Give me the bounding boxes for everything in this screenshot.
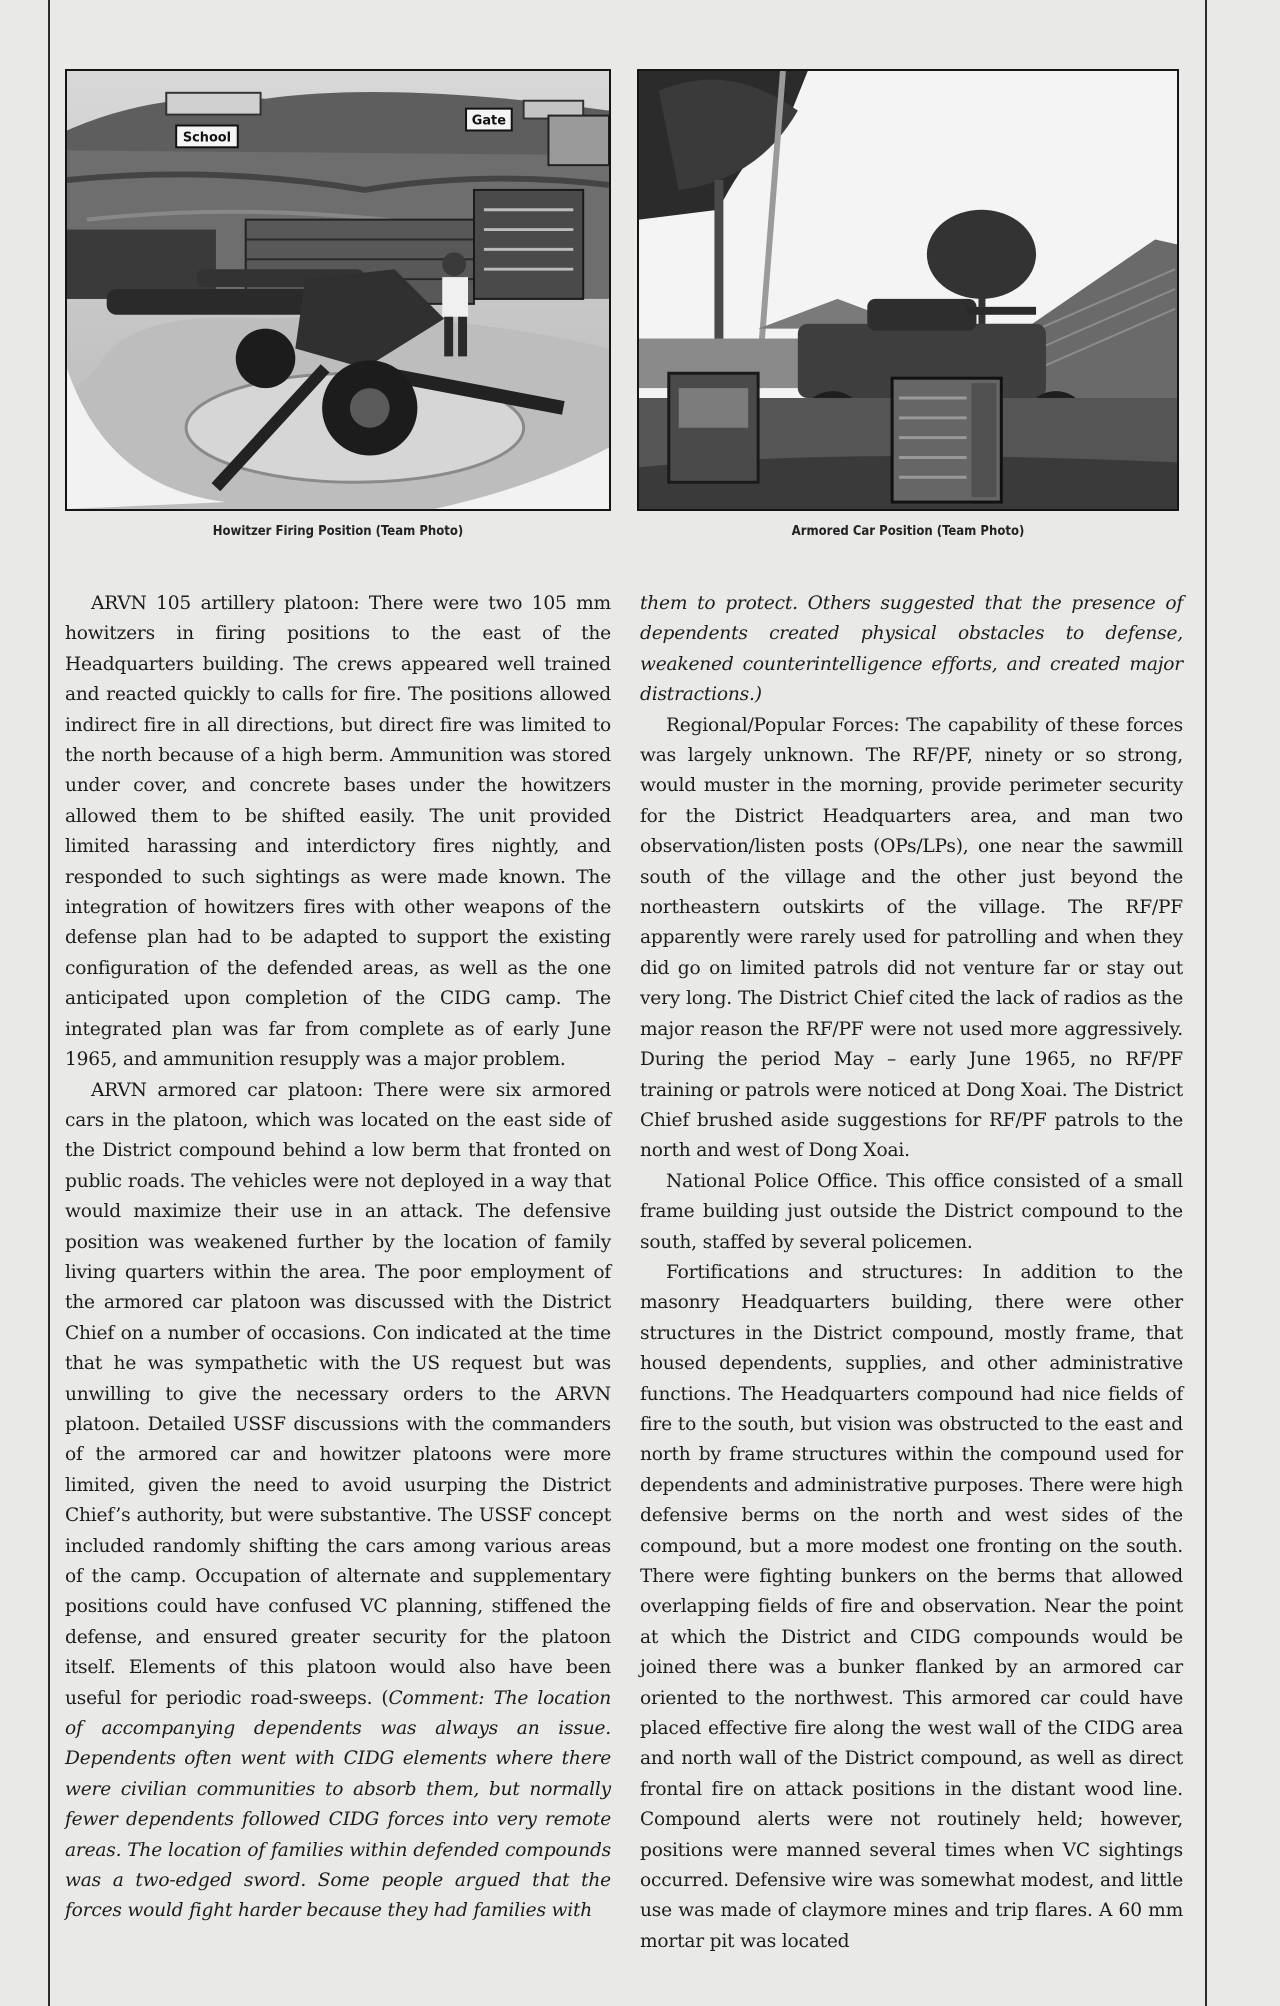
regional-popular-forces-paragraph: Regional/Popular Forces: The capability of these forces was largely unknown. The RF/PF, ninety or so strong, would muster in the morning, provide perimeter security for the District Headquarters area, and man two observation/listen posts (OPs/LPs), one near the sawmill south of the village and the other just beyond the northeastern outskirts of the village. The RF/PF apparently were rarely used for patrolling and when they did go on limited patrols did not venture far or stay out very long. The District Chief cited the lack of radios as the major reason the RF/PF were not used more aggressively. During the period May – early June 1965, no RF/PF training or patrols were noticed at Dong Xoai. The District Chief brushed aside suggestions for RF/PF patrols to the north and west of Dong Xoai. xyxy=(640,714,1183,1162)
school-sign-label: School xyxy=(182,130,232,146)
artillery-platoon-paragraph: ARVN 105 artillery platoon: There were two 105 mm howitzers in firing positions to the east of the Headquarters building. The crews appeared well trained and reacted quickly to calls for fire. The positions allowed indirect fire in all directions, but direct fire was limited to the north because of a high berm. Ammunition was stored under cover, and concrete bases under the howitzers allowed them to be shifted easily. The unit provided limited harassing and interdictory fires nightly, and responded to such sightings as were made known. The integration of howitzers fires with other weapons of the defense plan had to be adapted to support the existing configuration of the defended areas, as well as the one anticipated upon completion of the CIDG camp. The integrated plan was far from complete as of early June 1965, and ammunition resupply was a major problem. xyxy=(65,593,611,1071)
left-margin-rule xyxy=(48,0,50,2006)
fortifications-paragraph: Fortifications and structures: In addition to the masonry Headquarters building, there were other structures in the District compound, mostly frame, that housed dependents, supplies, and other administrative functions. The Headquarters compound had nice fields of fire to the south, but vision was obstructed to the east and north by frame structures within the compound used for dependents and administrative purposes. There were high defensive berms on the north and west sides of the compound, but a more modest one fronting on the south. There were fighting bunkers on the berms that allowed overlapping fields of fire and observation. Near the point at which the District and CIDG compounds would be joined there was a bunker flanked by an armored car oriented to the northwest. This armored car could have placed effective fire along the west wall of the CIDG area and north wall of the District compound, as well as direct frontal fire on attack positions in the distant wood line. Compound alerts were not routinely held; however, positions were manned several times when VC sightings occurred. Defensive wire was somewhat modest, and little use was made of claymore mines and trip flares. A 60 mm mortar pit was located xyxy=(640,1261,1183,1952)
armored-car-platoon-text: ARVN armored car platoon: There were six armored cars in the platoon, which was located on the east side of the District compound behind a low berm that fronted on public roads. The vehicles were not deployed in a way that would maximize their use in an attack. The defensive position was weakened further by the location of family living quarters within the area. The poor employment of the armored car platoon was discussed with the District Chief on a number of occasions. Con indicated at the time that he was sympathetic with the US request but was unwilling to give the necessary orders to the ARVN platoon. Detailed USSF discussions with the commanders of the armored car and howitzer platoons were more limited, given the need to avoid usurping the District Chief’s authority, but were substantive. The USSF concept included randomly shifting the cars among various areas of the camp. Occupation of alternate and supplementary positions could have confused VC planning, stiffened the defense, and ensured greater security for the platoon itself. Elements of this platoon would also have been useful for periodic road-sweeps. ( xyxy=(65,1079,611,1709)
right-margin-rule xyxy=(1205,0,1207,2006)
howitzer-photo xyxy=(65,69,611,511)
dependents-comment-continued xyxy=(640,589,1183,711)
right-text-column xyxy=(640,589,1183,1957)
gate-sign-label: Gate xyxy=(471,113,506,129)
left-text-column xyxy=(65,589,611,1927)
national-police-paragraph: National Police Office. This office consisted of a small frame building just outside the District compound to the south, staffed by several policemen. xyxy=(640,1170,1183,1253)
armored-car-photo-caption: Armored Car Position (Team Photo) xyxy=(791,524,1025,539)
dependents-comment-end: them to protect. Others suggested that the presence of dependents created physical obstacles to defense, weakened counterintelligence efforts, and created major distractions.) xyxy=(640,593,1183,706)
armored-car-platoon-paragraph xyxy=(65,1076,611,1927)
howitzer-photo-caption: Howitzer Firing Position (Team Photo) xyxy=(212,524,464,539)
armored-car-photo xyxy=(637,69,1179,511)
dependents-comment-start: Comment: The location of accompanying dependents was always an issue. Dependents often went with CIDG elements where there were civilian communities to absorb them, but normally fewer dependents followed CIDG forces into very remote areas. The location of families within defended compounds was a two-edged sword. Some people argued that the forces would fight harder because they had families with xyxy=(65,1687,611,1922)
